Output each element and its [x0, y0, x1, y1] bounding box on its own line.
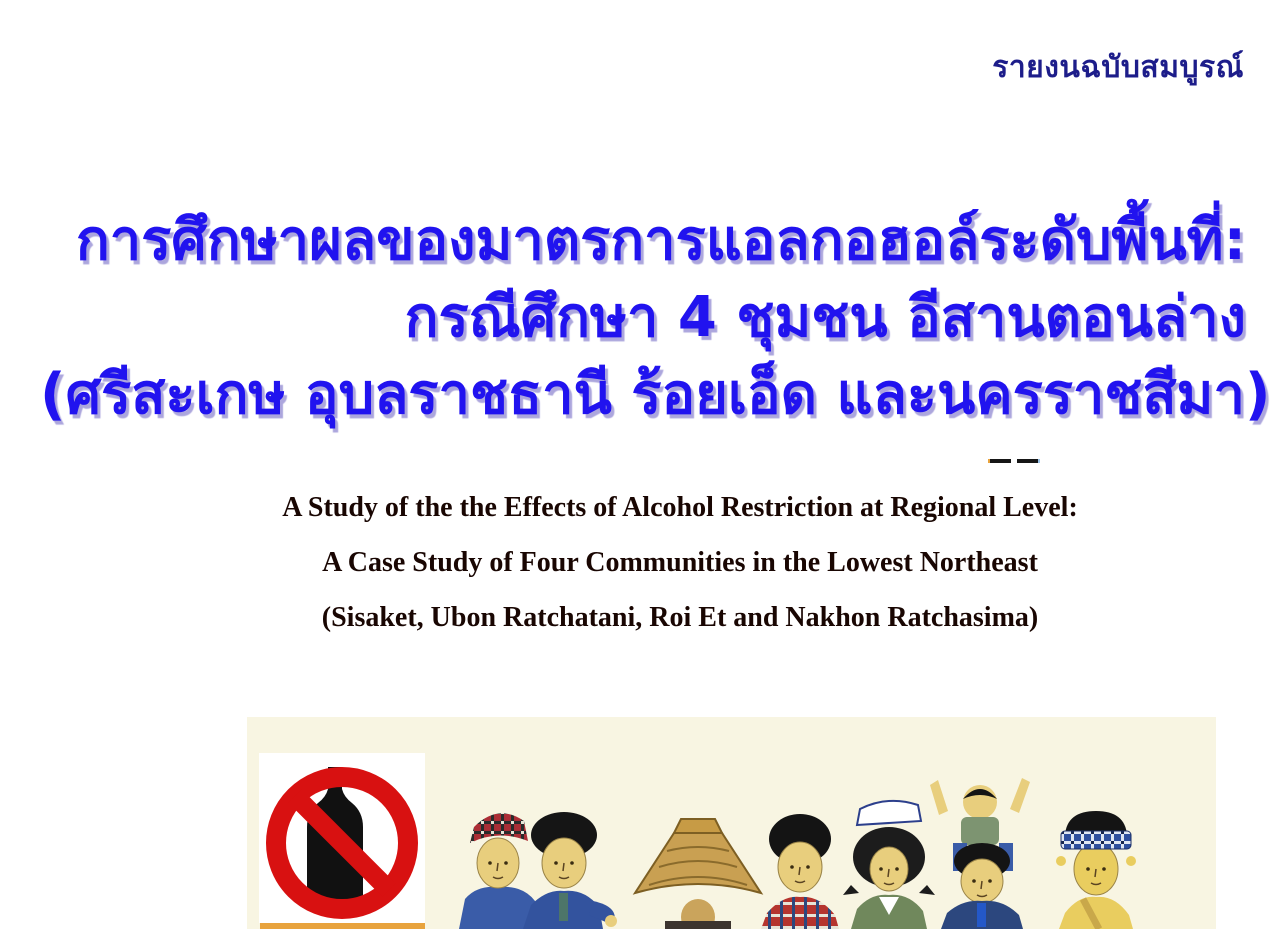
- english-title: [110, 480, 1250, 645]
- english-title-line-3: (Sisaket, Ubon Ratchatani, Roi Et and Nakhon Ratchasima): [321, 602, 1039, 633]
- dash-mark: [988, 459, 1040, 463]
- thai-title: [40, 202, 1271, 433]
- dash-left: [988, 459, 1011, 463]
- thai-title-line-1: การศึกษาผลของมาตรการแอลกอฮอล์ระดับพื้นที่:: [75, 208, 1246, 273]
- thai-title-line-2: กรณีศึกษา 4 ชุมชน อีสานตอนล่าง: [404, 285, 1246, 350]
- english-title-line-2: A Case Study of Four Communities in the Lowest Northeast: [322, 547, 1038, 578]
- thai-title-line-3: (ศรีสะเกษ อุบลราชธานี ร้อยเอ็ด และนครราชสีมา): [40, 362, 1271, 427]
- cover-illustration: [247, 717, 1216, 929]
- dash-right: [1017, 459, 1040, 463]
- english-title-line-1: A Study of the the Effects of Alcohol Restriction at Regional Level:: [282, 492, 1078, 523]
- no-alcohol-sign: [259, 753, 425, 929]
- report-status-label: รายงนฉบับสมบูรณ์: [992, 50, 1244, 85]
